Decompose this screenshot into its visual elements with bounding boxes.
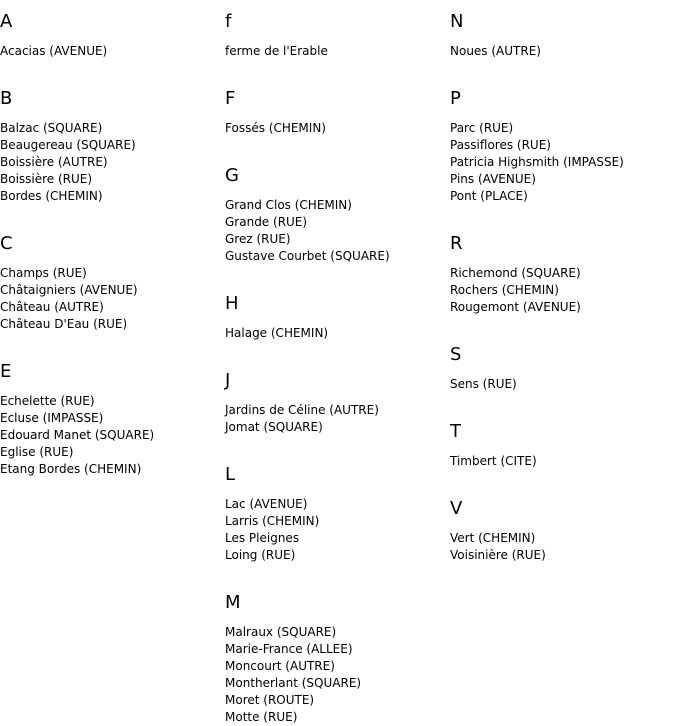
street-link[interactable]: Grand Clos (CHEMIN): [225, 198, 352, 212]
letter-group: [0, 350, 225, 478]
letter-group: [450, 222, 675, 316]
street-link[interactable]: Marie-France (ALLEE): [225, 642, 353, 656]
street-link[interactable]: Champs (RUE): [0, 266, 87, 280]
street-link[interactable]: Pont (PLACE): [450, 189, 528, 203]
street-link[interactable]: Richemond (SQUARE): [450, 266, 581, 280]
letter-group: [225, 77, 450, 137]
street-link[interactable]: Larris (CHEMIN): [225, 514, 320, 528]
letter-group: [225, 453, 450, 564]
letter-heading: P: [450, 88, 461, 109]
street-link[interactable]: Jardins de Céline (AUTRE): [225, 403, 379, 417]
street-link[interactable]: Moncourt (AUTRE): [225, 659, 335, 673]
letter-group: [225, 581, 450, 726]
street-list-item: [225, 709, 450, 726]
street-link[interactable]: Passiflores (RUE): [450, 138, 551, 152]
letter-heading: N: [450, 11, 464, 32]
street-list-item: [0, 188, 225, 205]
street-list-item: [225, 658, 450, 675]
street-list: [225, 33, 450, 60]
street-list-item: [225, 43, 450, 60]
street-link[interactable]: Parc (RUE): [450, 121, 514, 135]
letter-heading: S: [450, 344, 462, 365]
street-list-item: [225, 120, 450, 137]
letter-group: [0, 77, 225, 205]
letter-group: [450, 333, 675, 393]
street-list-item: [450, 453, 675, 470]
street-list: [450, 520, 675, 564]
street-list-item: [450, 154, 675, 171]
letter-group: [225, 282, 450, 342]
street-list-item: [450, 137, 675, 154]
street-list-item: [450, 299, 675, 316]
street-link[interactable]: Montherlant (SQUARE): [225, 676, 362, 690]
street-link[interactable]: Balzac (SQUARE): [0, 121, 103, 135]
street-list-item: [225, 675, 450, 692]
letter-group: [450, 77, 675, 205]
street-list: [225, 392, 450, 436]
street-list-item: [450, 120, 675, 137]
street-list: [0, 110, 225, 205]
letter-group: [450, 487, 675, 564]
street-link[interactable]: Grande (RUE): [225, 215, 308, 229]
street-list: [0, 33, 225, 60]
street-list-item: [225, 197, 450, 214]
street-link[interactable]: Sens (RUE): [450, 377, 517, 391]
street-list-item: [450, 43, 675, 60]
street-list-item: [225, 402, 450, 419]
street-list-item: [225, 496, 450, 513]
street-link[interactable]: Bordes (CHEMIN): [0, 189, 103, 203]
street-link[interactable]: Motte (RUE): [225, 710, 298, 724]
letter-group: [225, 0, 450, 60]
street-link[interactable]: Jomat (SQUARE): [225, 420, 323, 434]
street-list-item: [225, 419, 450, 436]
street-list-item: [0, 316, 225, 333]
street-link[interactable]: Vert (CHEMIN): [450, 531, 536, 545]
street-column-3: [450, 0, 675, 564]
letter-heading: G: [225, 165, 239, 186]
street-link[interactable]: Edouard Manet (SQUARE): [0, 428, 155, 442]
street-list: [450, 443, 675, 470]
street-link[interactable]: Château (AUTRE): [0, 300, 104, 314]
street-link[interactable]: Les Pleignes: [225, 531, 300, 545]
street-link[interactable]: Halage (CHEMIN): [225, 326, 329, 340]
letter-heading: R: [450, 233, 463, 254]
letter-heading: M: [225, 592, 241, 613]
letter-heading: L: [225, 464, 236, 485]
street-link[interactable]: Gustave Courbet (SQUARE): [225, 249, 390, 263]
street-list-item: [0, 410, 225, 427]
street-list-item: [0, 265, 225, 282]
letter-heading: C: [0, 233, 13, 254]
street-list: [225, 315, 450, 342]
street-list: [225, 614, 450, 726]
street-list: [450, 33, 675, 60]
letter-group: [225, 154, 450, 265]
street-list-item: [0, 427, 225, 444]
street-list-item: [450, 171, 675, 188]
street-link[interactable]: Etang Bordes (CHEMIN): [0, 462, 142, 476]
street-list-item: [450, 188, 675, 205]
street-list-item: [225, 641, 450, 658]
street-link[interactable]: Château D'Eau (RUE): [0, 317, 128, 331]
street-list-item: [0, 393, 225, 410]
street-link[interactable]: Patricia Highsmith (IMPASSE): [450, 155, 624, 169]
street-link[interactable]: Rochers (CHEMIN): [450, 283, 559, 297]
letter-group: [0, 0, 225, 60]
street-link[interactable]: Moret (ROUTE): [225, 693, 315, 707]
street-list-item: [225, 231, 450, 248]
street-link[interactable]: Echelette (RUE): [0, 394, 95, 408]
street-list-item: [450, 282, 675, 299]
letter-heading: F: [225, 88, 236, 109]
street-column-1: [0, 0, 225, 478]
street-list-item: [0, 461, 225, 478]
street-list-item: [0, 154, 225, 171]
street-list-item: [225, 530, 450, 547]
street-list-item: [225, 214, 450, 231]
street-link[interactable]: Eglise (RUE): [0, 445, 74, 459]
letter-group: [225, 359, 450, 436]
street-list-item: [0, 43, 225, 60]
street-list-item: [225, 248, 450, 265]
street-link[interactable]: Malraux (SQUARE): [225, 625, 337, 639]
street-list-item: [225, 325, 450, 342]
street-column-2: [225, 0, 450, 726]
street-list-item: [225, 624, 450, 641]
street-link[interactable]: Ecluse (IMPASSE): [0, 411, 104, 425]
street-list: [0, 255, 225, 333]
letter-heading: f: [225, 11, 232, 32]
street-list-item: [450, 376, 675, 393]
street-link[interactable]: Châtaigniers (AVENUE): [0, 283, 138, 297]
street-list: [225, 486, 450, 564]
street-link[interactable]: Boissière (AUTRE): [0, 155, 108, 169]
street-link[interactable]: Voisinière (RUE): [450, 548, 546, 562]
street-list: [225, 187, 450, 265]
street-list-item: [450, 530, 675, 547]
letter-heading: H: [225, 293, 239, 314]
letter-group: [0, 222, 225, 333]
street-list-item: [225, 547, 450, 564]
street-link[interactable]: ferme de l'Erable: [225, 44, 328, 58]
street-list-item: [0, 444, 225, 461]
street-link[interactable]: Grez (RUE): [225, 232, 291, 246]
letter-group: [450, 410, 675, 470]
street-list: [450, 255, 675, 316]
letter-heading: B: [0, 88, 13, 109]
letter-heading: J: [225, 370, 231, 391]
street-link[interactable]: Loing (RUE): [225, 548, 296, 562]
letter-heading: T: [450, 421, 461, 442]
letter-heading: V: [450, 498, 463, 519]
letter-group: [450, 0, 675, 60]
street-list-item: [0, 282, 225, 299]
street-list: [450, 366, 675, 393]
street-link[interactable]: Pins (AVENUE): [450, 172, 536, 186]
street-list-item: [450, 547, 675, 564]
street-list-item: [225, 513, 450, 530]
letter-heading: E: [0, 361, 12, 382]
street-list-item: [450, 265, 675, 282]
street-list-item: [225, 692, 450, 709]
street-list-item: [0, 137, 225, 154]
street-link[interactable]: Noues (AUTRE): [450, 44, 541, 58]
street-link[interactable]: Lac (AVENUE): [225, 497, 308, 511]
street-link[interactable]: Timbert (CITE): [450, 454, 537, 468]
street-list-item: [0, 120, 225, 137]
street-link[interactable]: Fossés (CHEMIN): [225, 121, 326, 135]
letter-heading: A: [0, 11, 13, 32]
street-link[interactable]: Beaugereau (SQUARE): [0, 138, 136, 152]
street-link[interactable]: Boissière (RUE): [0, 172, 93, 186]
street-list-item: [0, 171, 225, 188]
street-list-item: [0, 299, 225, 316]
street-link[interactable]: Rougemont (AVENUE): [450, 300, 581, 314]
street-list: [0, 383, 225, 478]
street-list: [225, 110, 450, 137]
street-link[interactable]: Acacias (AVENUE): [0, 44, 108, 58]
street-list: [450, 110, 675, 205]
